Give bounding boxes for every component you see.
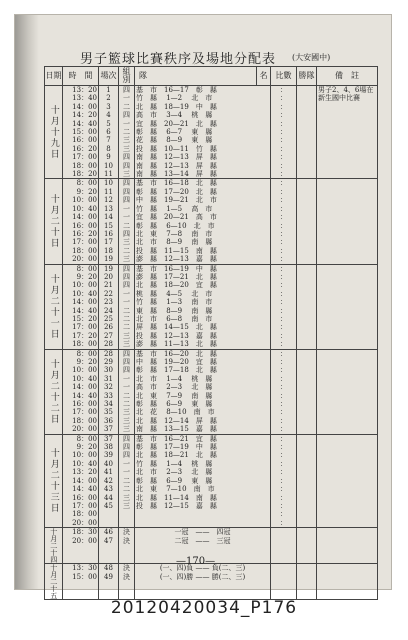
date-cell: 十月二十日 — [45, 179, 63, 264]
winner-cell — [297, 349, 317, 434]
remarks-cell — [317, 528, 378, 564]
header-group: 組別 — [119, 67, 135, 86]
remarks-cell — [317, 349, 378, 434]
game-number-cell: 28 29 30 31 32 33 34 35 36 37 — [99, 349, 119, 434]
game-number-cell: 48 49 — [99, 564, 119, 600]
time-cell: 8：00 9：20 10：00 10：40 14：00 14：40 15：20 17：00 17：20 18：00 — [63, 264, 99, 349]
teams-cell: 基 市 16—17 彰 縣 竹 縣 1—2 北 市 北 縣 18—19 中 縣 高 市 3—4 桃 縣 宜 縣 20—21 北 縣 彰 縣 6—7 東 縣 花 縣 8—9 東 縣 投 縣 10—11 竹 縣 南 縣 12—13 屏 縣 南 縣 12—13 屏 縣 南 縣 13—14 屏 縣 — [135, 86, 271, 179]
winner-cell — [297, 179, 317, 264]
table-header-row — [45, 67, 378, 86]
teams-cell: 基 市 16—20 北 縣 中 縣 19—20 宜 縣 彰 縣 17—18 北 縣 北 市 1—4 桃 縣 高 市 2—3 北 縣 北 東 7—9 南 縣 彰 縣 6—9 東 縣 北 花 8—10 南 市 北 縣 12—14 屏 縣 南 縣 13—15 嘉 縣 — [135, 349, 271, 434]
time-cell: 8：00 9：20 10：00 10：40 14：00 14：40 16：00 17：00 18：00 20：00 — [63, 349, 99, 434]
time-cell: 13：30 15：00 — [63, 564, 99, 600]
score-cell: ： ： ： ： ： ： ： ： ： ： ： — [271, 86, 297, 179]
table-row — [45, 179, 378, 264]
game-number-cell: 10 11 12 13 14 15 16 17 18 19 — [99, 179, 119, 264]
remarks-cell — [317, 179, 378, 264]
time-cell: 8：00 9：20 10：00 10：40 13：20 14：00 14：40 16：00 17：00 18：00 20：00 — [63, 434, 99, 527]
winner-cell — [297, 264, 317, 349]
winner-cell — [297, 86, 317, 179]
remarks-cell — [317, 434, 378, 527]
date-cell: 十月二十三日 — [45, 434, 63, 527]
header-time: 時 間 — [63, 67, 99, 86]
date-cell: 十月二十五 — [45, 564, 63, 600]
game-number-cell: 37 38 39 40 41 42 43 44 45 — [99, 434, 119, 527]
group-cell: 決 決 — [119, 528, 135, 564]
group-cell: 四 四 四 一 一 二 二 二 三 三 — [119, 264, 135, 349]
teams-cell: 基 市 16—21 宜 縣 彰 縣 17—19 中 縣 北 縣 18—21 北 縣 竹 縣 1—4 桃 縣 北 市 2—3 北 縣 彰 縣 6—9 東 縣 北 東 7—10 南 市 北 縣 11—14 南 縣 投 縣 12—15 嘉 縣 — [135, 434, 271, 527]
header-remarks: 備 註 — [317, 67, 378, 86]
score-cell — [271, 528, 297, 564]
group-cell: 四 四 四 一 一 二 四 三 二 三 — [119, 179, 135, 264]
page-number: —170— — [176, 556, 216, 567]
table-row — [45, 264, 378, 349]
game-number-cell: 1 2 3 4 5 6 7 8 9 10 11 — [99, 86, 119, 179]
table-row — [45, 86, 378, 179]
header-winner: 勝隊 — [297, 67, 317, 86]
book-gutter-shadow — [15, 15, 39, 589]
score-cell — [271, 564, 297, 600]
score-cell: ： ： ： ： ： ： ： ： ： ： ： — [271, 434, 297, 527]
group-cell: 四 一 二 四 一 二 三 三 四 四 三 — [119, 86, 135, 179]
header-score: 比數 — [271, 67, 297, 86]
date-cell: 十月二十四 — [45, 528, 63, 564]
header-name: 名 — [257, 67, 271, 86]
teams-cell: 基 市 16—18 北 縣 彰 縣 17—20 北 縣 中 縣 19—21 北 市 竹 縣 1—5 高 市 宜 縣 20—21 高 市 彰 縣 6—10 北 市 北 東 7—8 南 市 北 市 8—9 南 縣 投 縣 11—15 南 縣 澎 縣 12—13 嘉 縣 — [135, 179, 271, 264]
page-title: 男子籃球比賽秩序及場地分配表 — [80, 52, 277, 67]
remarks-cell — [317, 564, 378, 600]
group-cell: 四 四 四 一 一 二 二 三 三 — [119, 434, 135, 527]
score-cell: ： ： ： ： ： ： ： ： ： ： — [271, 349, 297, 434]
teams-cell: 一冠 —— 四冠 二冠 —— 三冠 — [135, 528, 271, 564]
winner-cell — [297, 528, 317, 564]
schedule-table — [44, 66, 378, 600]
venue-note: (大安國中) — [292, 53, 331, 62]
winner-cell — [297, 564, 317, 600]
table-row — [45, 434, 378, 527]
table-row — [45, 349, 378, 434]
score-cell: ： ： ： ： ： ： ： ： ： ： — [271, 179, 297, 264]
winner-cell — [297, 434, 317, 527]
time-cell: 13：20 13：40 14：00 14：20 14：40 15：00 16：00 16：20 17：00 18：00 18：20 — [63, 86, 99, 179]
time-cell: 18：30 20：00 — [63, 528, 99, 564]
time-cell: 8：00 9：20 10：00 10：40 14：00 16：00 16：20 17：00 18：00 20：00 — [63, 179, 99, 264]
teams-cell: (一、四)負 —— 負(二、三) (一、四)勝 —— 勝(二、三) — [135, 564, 271, 600]
table-row — [45, 564, 378, 600]
game-number-cell: 19 20 21 22 23 24 25 26 27 28 — [99, 264, 119, 349]
game-number-cell: 46 47 — [99, 528, 119, 564]
group-cell: 決 決 — [119, 564, 135, 600]
header-team: 隊 — [135, 67, 257, 86]
date-cell: 十月二十一日 — [45, 264, 63, 349]
teams-cell: 基 市 16—19 中 縣 澎 縣 17—21 北 縣 北 縣 18—20 宜 縣 桃 縣 4—5 北 市 竹 縣 1—3 南 市 東 縣 8—9 南 縣 北 市 6—8 南 市 屏 縣 14—15 北 縣 投 縣 12—13 嘉 縣 澎 縣 11—13 北 縣 — [135, 264, 271, 349]
remarks-cell — [317, 264, 378, 349]
image-caption: 20120420034_P176 — [110, 598, 298, 618]
header-game-number: 場次 — [99, 67, 119, 86]
date-cell: 十月十九日 — [45, 86, 63, 179]
score-cell: ： ： ： ： ： ： ： ： ： ： — [271, 264, 297, 349]
header-date: 日期 — [45, 67, 63, 86]
group-cell: 四 四 四 一 一 二 二 三 三 三 — [119, 349, 135, 434]
remarks-cell: 男子2、4、6場在新生國中比賽 — [317, 86, 378, 179]
date-cell: 十月二十二日 — [45, 349, 63, 434]
